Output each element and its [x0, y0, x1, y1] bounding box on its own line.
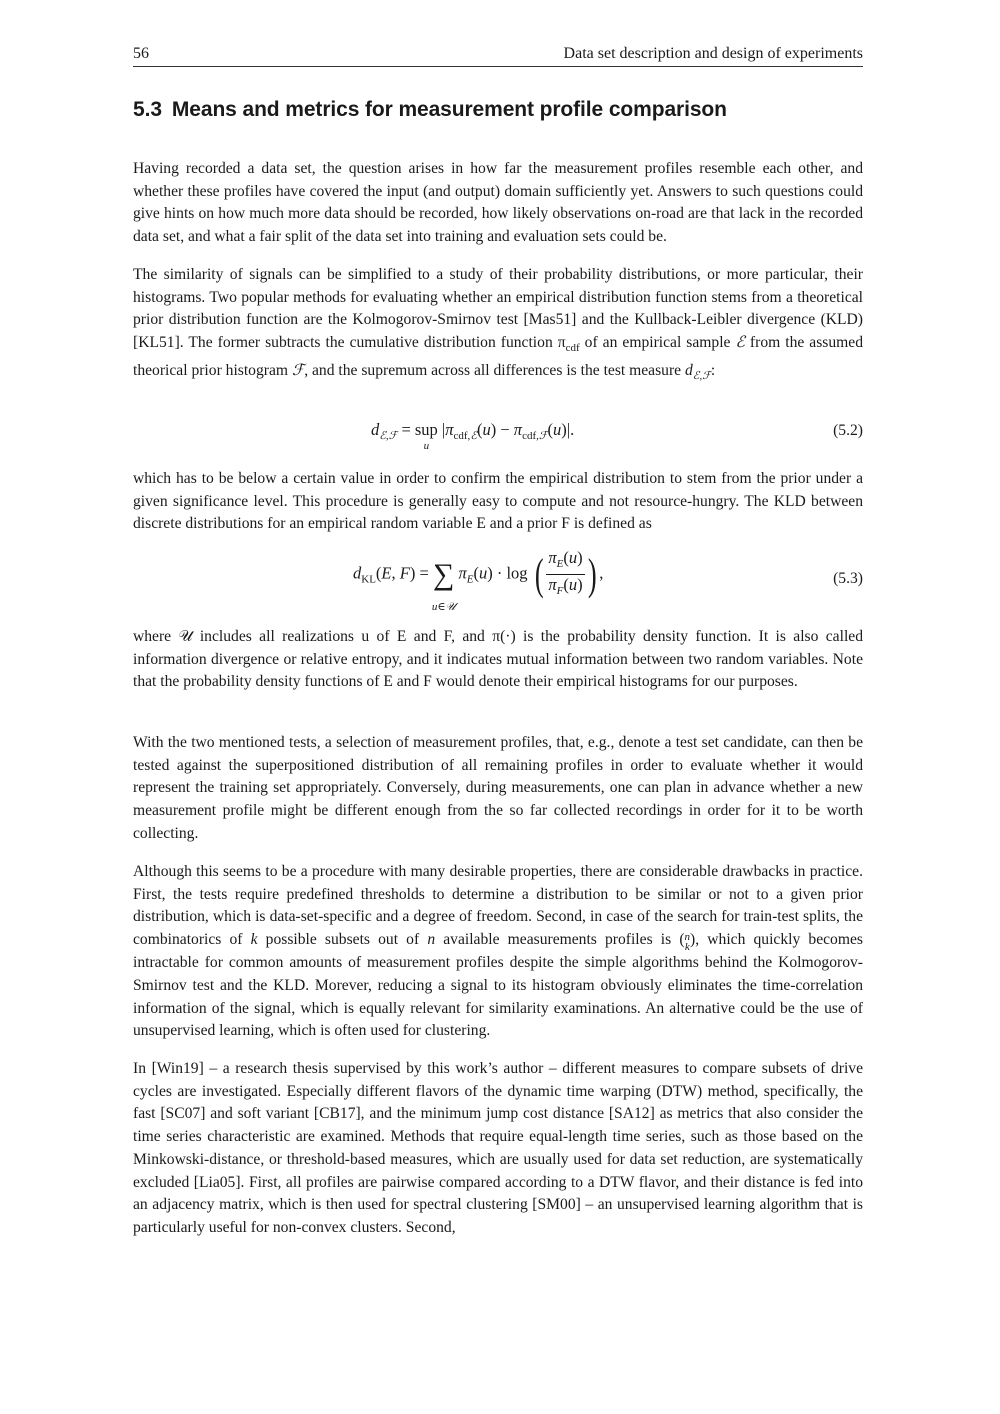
paragraph-2-text-b: of an empirical sample: [579, 334, 736, 352]
paragraph-7: In [Win19] – a research thesis supervised by this work’s author – different measures to compare subsets of drive cycles are investigated. Especially different flavors of the dynamic time warping (DTW) method, specifically, the fast [SC07] and soft variant [CB17], and the minimum jump cost distance [SA12] as metrics that also consider the time series characteristic are examined. Methods that require equal-length time series, such as those based on the Minkowski-distance, or threshold-based measures, which are usually used for data set reduction, are systematically excluded [Lia05]. First, all profiles are pairwise compared according to a DTW flavor, and their distance is fed into an adjacency matrix, which is then used for spectral clustering [SM00] – an unsupervised learning algorithm that is particularly useful for non-convex clusters. Second,: [133, 1060, 863, 1236]
running-title: Data set description and design of experiments: [563, 45, 863, 62]
paragraph-3: which has to be below a certain value in order to confirm the empirical distribution to stem from the prior under a given significance level. This procedure is generally easy to compute and not resource-hungry. The KLD between discrete distributions for an empirical random variable E and a prior F is defined as: [133, 470, 863, 533]
section-heading: [133, 98, 727, 122]
equation-5-2-body: $d_{ℰ,ℱ}$ = sup u $|\pi_{cdf,ℰ}(u) - \pi_{cdf,ℱ}(u)|$.: [371, 420, 575, 452]
page-number: 56: [133, 45, 149, 62]
paragraph-5: With the two mentioned tests, a selection of measurement profiles, that, e.g., denote a test set candidate, can then be tested against the superpositioned distribution of all remaining profiles in order to evaluate whether it would represent the training set appropriately. Conversely, during measurements, one can plan in advance whether a new measurement profile might be different enough from the so far collected recordings in order for it to be worth collecting.: [133, 734, 863, 842]
paragraph-2: The similarity of signals can be simplified to a study of their probability distributions, or more particular, their histograms. Two popular methods for evaluating whether an empirical distribution function stems from a theoretical prior distribution function are the Kolmogorov-Smirnov test [Mas51] and the Kullback-Leibler divergence (KLD) [KL51]. The former subtracts the cumulative distribution function $\pi_{cdf}$ of an empirical sample ℰ from the assumed theorical prior histogram ℱ, and the supremum across all differences is the test measure $d_{ℰ,ℱ}$:: [133, 266, 864, 382]
binomial-n-k: n k: [684, 931, 691, 954]
equation-number-5-3: (5.3): [833, 570, 863, 587]
paragraph-2-text: The similarity of signals can be simplified to a study of their probability distributions, or more particular, their histograms. Two popular methods for evaluating whether an empirical distribution function stems from a theoretical prior distribution function are the Kolmogorov-Smirnov test [Mas51] and the Kullback-Leibler divergence (KLD) [KL51]. The former subtracts the cumulative distribution function π: [133, 266, 863, 352]
paragraph-6-text-c: available measurements profiles is: [435, 931, 680, 949]
paragraph-2-text-d: , and the supremum across all differences is the test measure: [304, 361, 685, 379]
paragraph-2-text-c: from the assumed theorical prior histogram: [133, 334, 864, 379]
paragraph-6-text: Although this seems to be a procedure with many desirable properties, there are considerable drawbacks in practice. First, the tests require predefined thresholds to determine a distribution to be similar or not to a given prior distribution, which is data-set-specific and a degree of freedom. Second, in case of the search for train-test splits, the combinatorics of: [133, 863, 863, 949]
section-number: 5.3: [133, 98, 162, 121]
cdf-subscript: cdf: [565, 342, 580, 355]
symbol-F-script: ℱ: [291, 361, 305, 379]
section-title: Means and metrics for measurement profile comparison: [171, 98, 727, 121]
running-header: [133, 44, 863, 67]
paragraph-6-text-d: , which quickly becomes intractable for common amounts of measurement profiles despite the simple algorithms behind the Kolmogorov-Smirnov test and the KLD. Morever, reducing a signal to its histogram obviously eliminates the time-correlation information of the signal, which is equally relevant for similarity examinations. An alternative could be the use of unsupervised learning, which is often used for clustering.: [133, 931, 863, 1040]
paragraph-4: where 𝒰 includes all realizations u of E and F, and π(·) is the probability density function. It is also called information divergence or relative entropy, and it indicates mutual information between two random variables. Note that the probability density functions of E and F would denote their empirical histograms for our purposes.: [133, 628, 863, 691]
symbol-k: k: [242, 931, 266, 949]
paragraph-1: Having recorded a data set, the question arises in how far the measurement profiles resemble each other, and whether these profiles have covered the input (and output) domain sufficiently yet. Answers to such questions could give hints on how much more data should be recorded, how likely observations on-road are that lack in the recorded data set, and what a fair split of the data set into training and evaluation sets could be.: [133, 160, 863, 246]
symbol-E-script: ℰ: [735, 334, 745, 352]
equation-5-3: [133, 548, 863, 614]
equation-number-5-2: (5.2): [833, 422, 863, 439]
symbol-n: n: [427, 931, 436, 949]
paragraph-6-text-b: possible subsets out of: [265, 931, 428, 949]
equation-5-3-body: $d_{KL}(E$, F) = ∑ u∈𝒰 $\pi_E(u) \cdot \log$ ( $\frac{\pi_E(u)}{\pi_F(u)}$ ) ,: [353, 548, 604, 613]
paragraph-6: Although this seems to be a procedure with many desirable properties, there are considerable drawbacks in practice. First, the tests require predefined thresholds to determine a distribution to be similar or not to a given prior distribution, which is data-set-specific and a degree of freedom. Second, in case of the search for train-test splits, the combinatorics of k possible subsets out of n available measurements profiles is (n k), which quickly becomes intractable for common amounts of measurement profiles despite the simple algorithms behind the Kolmogorov-Smirnov test and the KLD. Morever, reducing a signal to its histogram obviously eliminates the time-correlation information of the signal, which is equally relevant for similarity examinations. An alternative could be the use of unsupervised learning, which is often used for clustering.: [133, 863, 863, 1040]
